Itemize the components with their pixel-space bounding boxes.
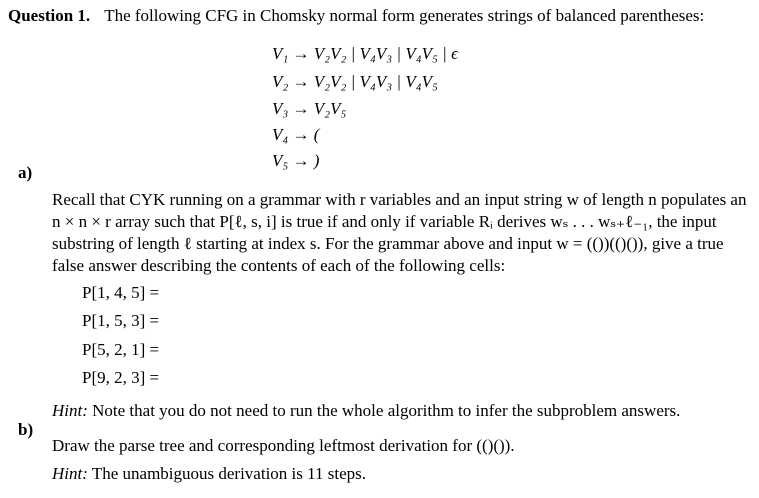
grammar-rule-3: V₃ → V₂V₅ xyxy=(272,99,347,118)
part-a-line-3: substring of length ℓ starting at index s. For the grammar above and input w = (())(()()), give a true xyxy=(52,234,724,253)
cell-query-3: P[5, 2, 1] = xyxy=(82,340,160,359)
part-b-hint-label: Hint: xyxy=(52,464,88,483)
part-b-text: Draw the parse tree and corresponding leftmost derivation for (()()). xyxy=(52,436,515,455)
cell-query-2: P[1, 5, 3] = xyxy=(82,311,160,330)
part-a-line-2: n × n × r array such that P[ℓ, s, i] is true if and only if variable Rᵢ derives wₛ . . . wₛ₊ℓ₋₁, the input xyxy=(52,212,717,231)
part-b-label: b) xyxy=(18,420,34,439)
part-b-hint-text: The unambiguous derivation is 11 steps. xyxy=(91,464,367,483)
part-a-line-4: false answer describing the contents of each of the following cells: xyxy=(52,256,506,275)
part-a-hint-text: Note that you do not need to run the whole algorithm to infer the subproblem answers. xyxy=(92,401,681,420)
part-a-line-1: Recall that CYK running on a grammar with r variables and an input string w of length n populates an xyxy=(52,190,747,209)
cell-query-4: P[9, 2, 3] = xyxy=(82,368,160,387)
question-heading xyxy=(8,6,704,26)
part-a-hint xyxy=(52,401,680,421)
grammar-rule-1: V₁ → V₂V₂ | V₄V₃ | V₄V₅ | ϵ xyxy=(272,44,458,63)
grammar-rule-2: V₂ → V₂V₂ | V₄V₃ | V₄V₅ xyxy=(272,72,438,91)
question-label: Question 1. xyxy=(8,6,91,25)
grammar-rule-4: V₄ → ( xyxy=(272,125,320,144)
grammar-rule-5: V₅ → ) xyxy=(272,151,320,170)
question-text: The following CFG in Chomsky normal form generates strings of balanced parentheses: xyxy=(104,6,705,25)
part-b-hint xyxy=(52,464,366,484)
part-a-label: a) xyxy=(18,163,33,182)
cell-query-1: P[1, 4, 5] = xyxy=(82,283,160,302)
part-a-hint-label: Hint: xyxy=(52,401,88,420)
